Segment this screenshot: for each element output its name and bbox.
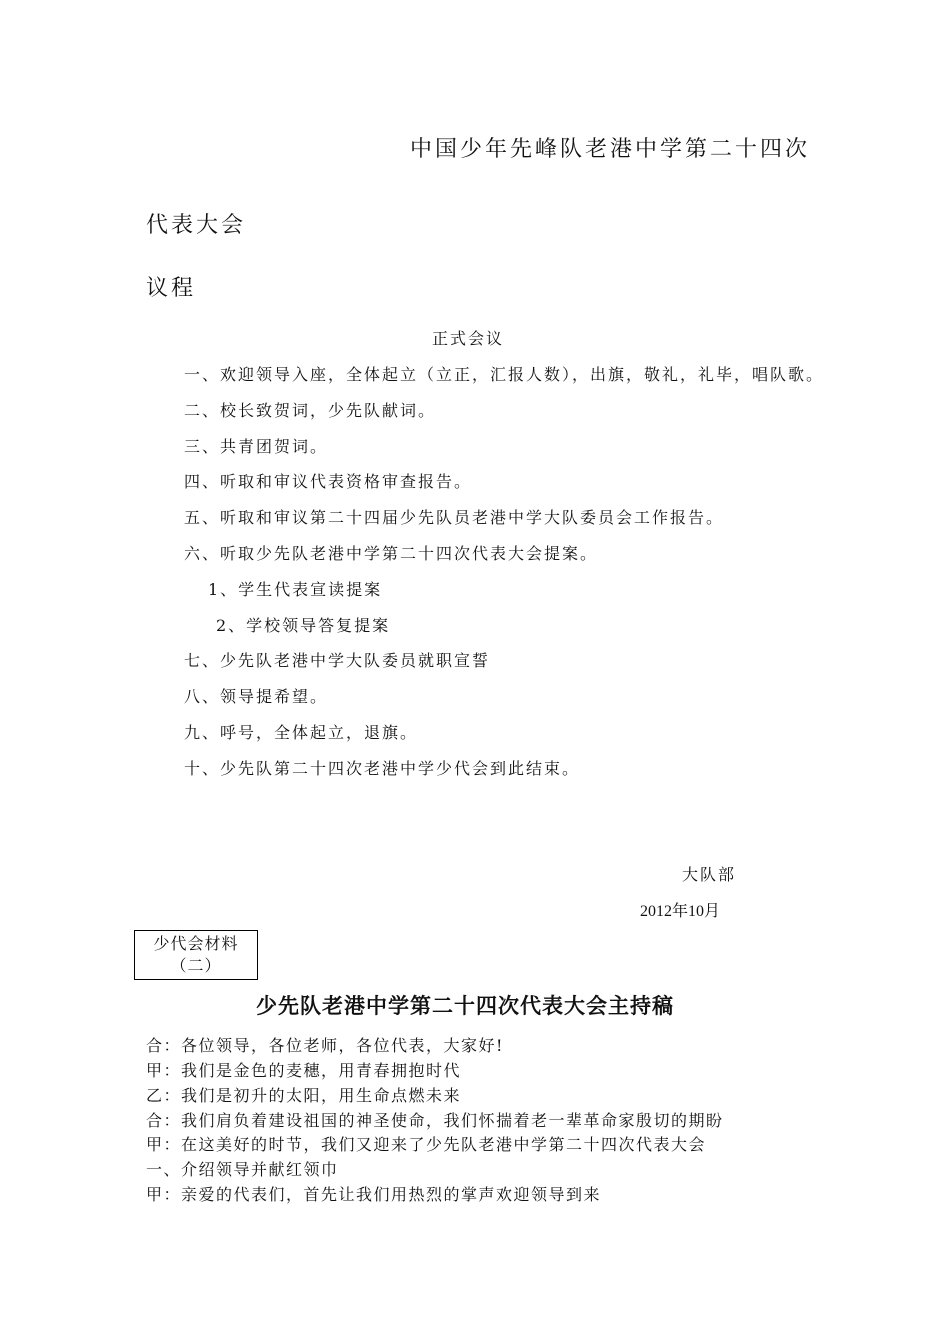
agenda-item: 二、校长致贺词，少先队献词。 <box>184 401 437 420</box>
agenda-item: 六、听取少先队老港中学第二十四次代表大会提案。 <box>184 544 599 563</box>
agenda-section-title: 正式会议 <box>432 329 505 348</box>
material-label-line1: 少代会材料 <box>153 934 239 953</box>
title-line-3: 议程 <box>146 276 197 301</box>
agenda-subitem: 1、学生代表宣读提案 <box>208 580 383 599</box>
agenda-item: 五、听取和审议第二十四届少先队员老港中学大队委员会工作报告。 <box>184 508 725 527</box>
agenda-item: 十、少先队第二十四次老港中学少代会到此结束。 <box>184 759 581 778</box>
material-label-box <box>134 930 258 980</box>
agenda-item: 七、少先队老港中学大队委员就职宣誓 <box>184 651 491 670</box>
script-line: 甲：我们是金色的麦穗，用青春拥抱时代 <box>146 1061 462 1080</box>
agenda-subitem: 2、学校领导答复提案 <box>216 616 391 635</box>
host-script-title: 少先队老港中学第二十四次代表大会主持稿 <box>256 994 674 1018</box>
agenda-item: 九、呼号，全体起立，退旗。 <box>184 723 419 742</box>
script-line: 甲：在这美好的时节，我们又迎来了少先队老港中学第二十四次代表大会 <box>146 1135 707 1154</box>
title-line-1: 中国少年先峰队老港中学第二十四次 <box>410 137 811 162</box>
material-label-line2: （二） <box>170 956 222 975</box>
agenda-item: 一、欢迎领导入座，全体起立（立正，汇报人数），出旗，敬礼，礼毕，唱队歌。 <box>184 365 825 384</box>
script-line: 合：我们肩负着建设祖国的神圣使命，我们怀揣着老一辈革命家殷切的期盼 <box>146 1111 724 1130</box>
script-line: 合：各位领导，各位老师，各位代表，大家好! <box>146 1036 504 1055</box>
script-line: 乙：我们是初升的太阳，用生命点燃未来 <box>146 1086 462 1105</box>
agenda-item: 三、共青团贺词。 <box>184 437 329 456</box>
agenda-item: 四、听取和审议代表资格审查报告。 <box>184 472 473 491</box>
script-line: 一、介绍领导并献红领巾 <box>146 1160 339 1179</box>
script-line: 甲：亲爱的代表们，首先让我们用热烈的掌声欢迎领导到来 <box>146 1185 602 1204</box>
signature-department: 大队部 <box>682 865 737 884</box>
title-line-2: 代表大会 <box>146 213 247 238</box>
agenda-item: 八、领导提希望。 <box>184 687 329 706</box>
signature-date: 2012年10月 <box>640 903 721 920</box>
